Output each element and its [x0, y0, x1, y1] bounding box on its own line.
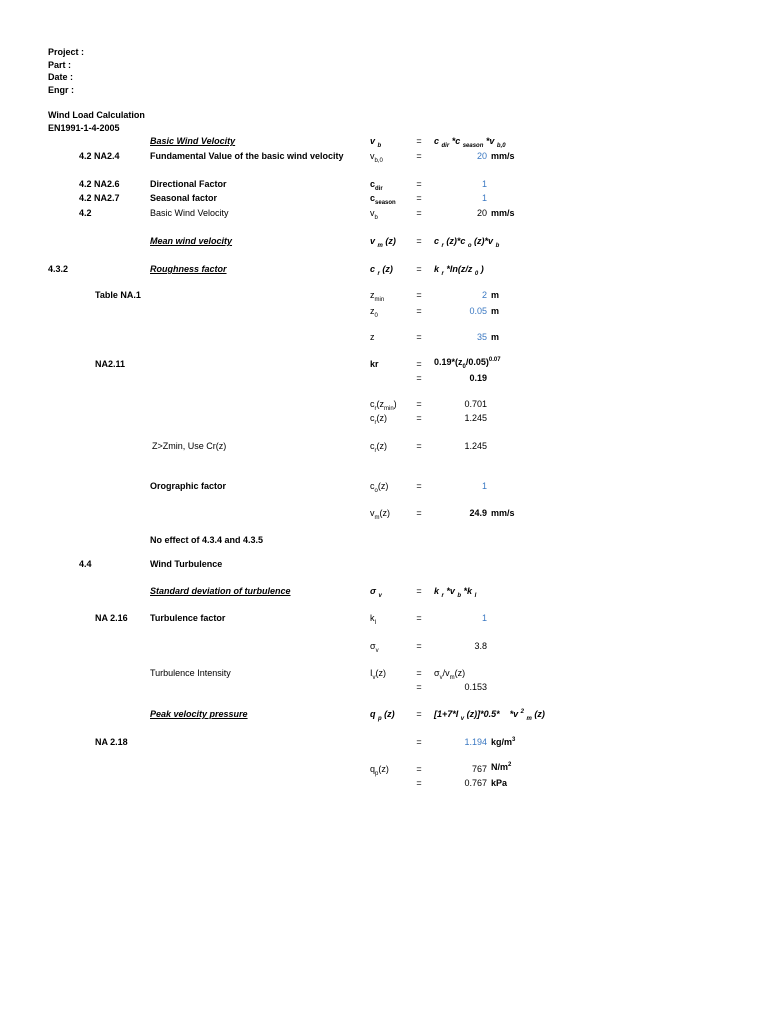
kr-ref: NA2.11: [95, 359, 126, 369]
crz-eq: =: [416, 413, 422, 423]
kr-sym: kr: [370, 359, 379, 369]
dir-ref: 4.2 NA2.6: [79, 179, 120, 189]
fund-desc: Fundamental Value of the basic wind velocity: [150, 151, 344, 161]
ki-eq: =: [416, 613, 422, 623]
qp-eq: =: [416, 764, 422, 774]
vb-value: 20: [476, 208, 487, 218]
peak-eq: =: [416, 709, 422, 719]
crz-final-value: 1.245: [464, 441, 487, 451]
table-ref: Table NA.1: [95, 290, 141, 300]
ki-value: 1: [481, 613, 487, 623]
z0-eq: =: [416, 306, 422, 316]
kpa-eq: =: [416, 778, 422, 788]
z-sym: z: [370, 332, 375, 342]
rho-eq: =: [416, 737, 422, 747]
part-label: Part :: [48, 60, 72, 70]
iv-eq: =: [416, 668, 422, 678]
z-value: 35: [476, 332, 487, 342]
doc-title: Wind Load Calculation: [48, 110, 145, 120]
kr-value: 0.19: [469, 373, 487, 383]
vb-desc: Basic Wind Velocity: [150, 208, 229, 218]
season-eq: =: [416, 193, 422, 203]
rough-ref: 4.3.2: [48, 264, 69, 274]
rough-sym: c $_r$ (z): [370, 264, 393, 277]
season-sym: $c_{season}$: [370, 193, 396, 206]
dir-desc: Directional Factor: [150, 179, 227, 189]
co-sym: $c_o(z)$: [370, 481, 389, 494]
basic-heading: Basic Wind Velocity: [150, 136, 236, 146]
season-ref: 4.2 NA2.7: [79, 193, 120, 203]
vm-value: 24.9: [469, 508, 487, 518]
project-label: Project :: [48, 47, 85, 57]
turb-title: Wind Turbulence: [150, 559, 223, 569]
peak-formula: [1+7*I $_v$ (z)]*0.5* *v $^2$ $_m$ (z): [434, 709, 545, 722]
crz-final-eq: =: [416, 441, 422, 451]
crz-value: 1.245: [464, 413, 487, 423]
sd-sym: σ $_v$: [370, 586, 382, 599]
ki-ref: NA 2.16: [95, 613, 128, 623]
z0-unit: m: [491, 306, 500, 316]
co-eq: =: [416, 481, 422, 491]
iv-eq2: =: [416, 682, 422, 692]
dir-value: 1: [481, 179, 487, 189]
rho-unit: $kg/m^3$: [491, 737, 516, 747]
zmin-unit: m: [491, 290, 500, 300]
vm-sym: $v_m(z)$: [370, 508, 390, 521]
zmin-sym: $z_{min}$: [370, 290, 385, 303]
dir-eq: =: [416, 179, 422, 189]
z0-value: 0.05: [469, 306, 487, 316]
co-value: 1: [481, 481, 487, 491]
kr-eq: =: [416, 359, 422, 369]
crzmin-eq: =: [416, 399, 422, 409]
iv-value: 0.153: [464, 682, 487, 692]
no-effect-note: No effect of 4.3.4 and 4.3.5: [150, 535, 264, 545]
turb-ref: 4.4: [79, 559, 92, 569]
crzmin-value: 0.701: [464, 399, 487, 409]
use-note: Z>Zmin, Use Cr(z): [152, 441, 227, 451]
oro-desc: Orographic factor: [150, 481, 227, 491]
sd-formula: k $_r$ *v $_b$ *k $_I$: [434, 586, 477, 599]
kpa-unit: kPa: [491, 778, 508, 788]
vb-ref: 4.2: [79, 208, 92, 218]
ki-desc: Turbulence factor: [150, 613, 226, 623]
sigma-sym: $\sigma_v$: [370, 641, 379, 654]
peak-sym: q $_p$ (z): [370, 709, 395, 722]
rho-ref: NA 2.18: [95, 737, 128, 747]
ki-sym: $k_I$: [370, 613, 377, 626]
kr-eq2: =: [416, 373, 422, 383]
doc-code: EN1991-1-4-2005: [48, 123, 120, 133]
rough-heading: Roughness factor: [150, 264, 227, 274]
zmin-value: 2: [481, 290, 487, 300]
peak-heading: Peak velocity pressure: [150, 709, 248, 719]
sd-eq: =: [416, 586, 422, 596]
vb-unit: mm/s: [491, 208, 515, 218]
season-value: 1: [481, 193, 487, 203]
kr-formula: $0.19*(z_0/0.05)^{0.07}$: [434, 357, 501, 370]
engr-label: Engr :: [48, 85, 74, 95]
rho-value: 1.194: [464, 737, 487, 747]
iv-desc: Turbulence Intensity: [150, 668, 231, 678]
fund-eq: =: [416, 151, 422, 161]
mean-eq: =: [416, 236, 422, 246]
rough-formula: k $_r$ *ln(z/z $_0$ ): [434, 264, 484, 277]
z-unit: m: [491, 332, 500, 342]
rough-eq: =: [416, 264, 422, 274]
qp-unit: $N/m^2$: [491, 762, 512, 772]
vb-eq: =: [416, 208, 422, 218]
z-eq: =: [416, 332, 422, 342]
fund-sym: $v_{b,0}$: [370, 151, 383, 164]
mean-sym: v $_m$ (z): [370, 236, 396, 249]
basic-eq: =: [416, 136, 422, 146]
mean-heading: Mean wind velocity: [150, 236, 233, 246]
dir-sym: $c_{dir}$: [370, 179, 383, 192]
zmin-eq: =: [416, 290, 422, 300]
basic-sym: v $_b$: [370, 136, 382, 149]
iv-sym: $I_v(z)$: [370, 668, 387, 681]
kpa-value: 0.767: [464, 778, 487, 788]
z0-sym: $z_0$: [370, 306, 378, 319]
basic-formula: c $_{dir}$ *c $_{season}$ *v $_{b,0}$: [434, 136, 506, 149]
crz-sym: $c_r(z)$: [370, 413, 387, 426]
iv-formula: $\sigma_v/v_m(z)$: [434, 668, 466, 681]
sigma-eq: =: [416, 641, 422, 651]
date-label: Date :: [48, 72, 74, 82]
qp-value: 767: [471, 764, 487, 774]
crzmin-sym: $c_r(z_{min})$: [370, 399, 397, 412]
mean-formula: c $_r$ (z)*c $_o$ (z)*v $_b$: [434, 236, 500, 249]
fund-value: 20: [476, 151, 487, 161]
fund-unit: mm/s: [491, 151, 515, 161]
crz-final-sym: $c_r(z)$: [370, 441, 387, 454]
sigma-value: 3.8: [474, 641, 487, 651]
vb-sym: $v_b$: [370, 208, 378, 221]
season-desc: Seasonal factor: [150, 193, 218, 203]
qp-sym: $q_p(z)$: [370, 764, 389, 777]
vm-eq: =: [416, 508, 422, 518]
vm-unit: mm/s: [491, 508, 515, 518]
sd-heading: Standard deviation of turbulence: [150, 586, 291, 596]
fund-ref: 4.2 NA2.4: [79, 151, 120, 161]
